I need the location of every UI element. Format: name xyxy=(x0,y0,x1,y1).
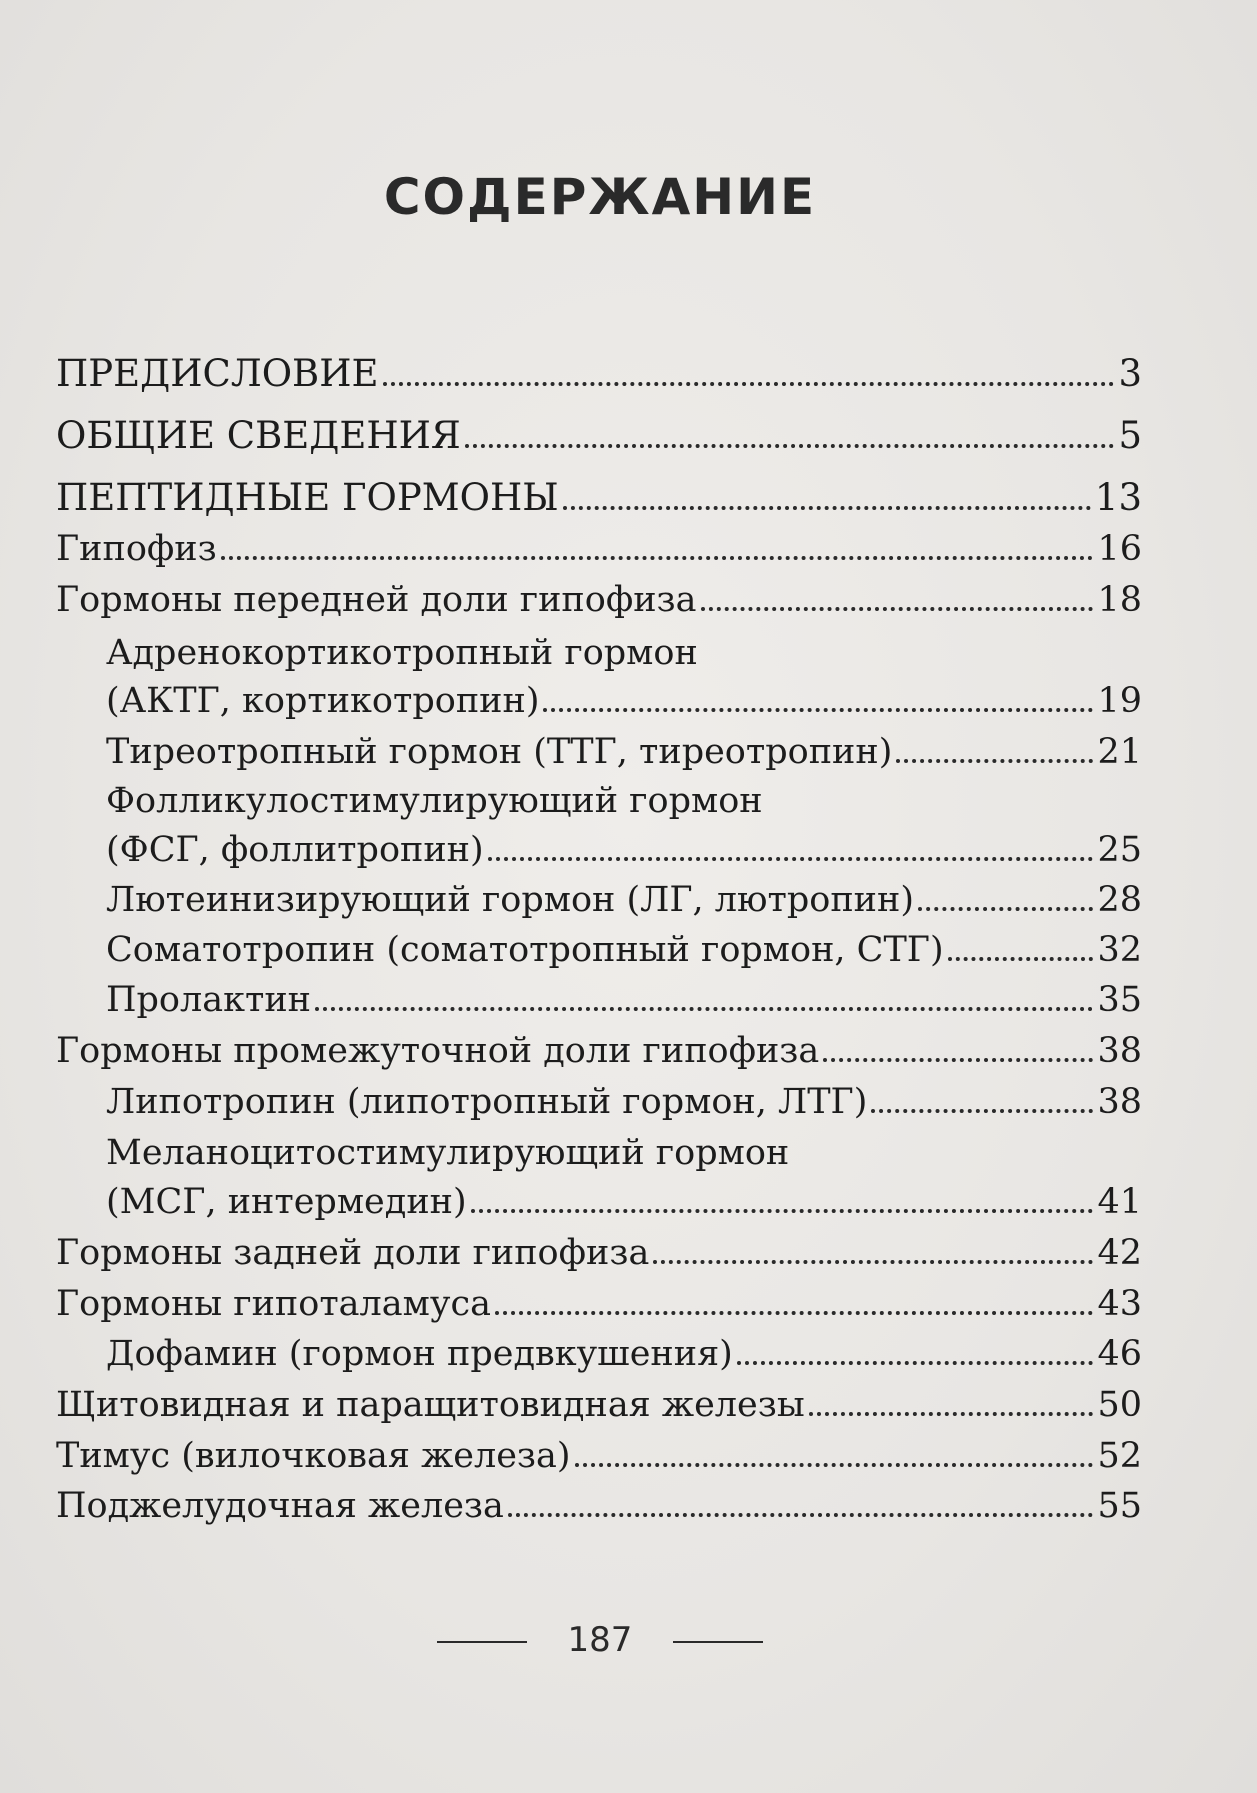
toc-page-number: 3 xyxy=(1118,352,1142,395)
toc-entry xyxy=(56,350,1142,398)
folio-number: 187 xyxy=(567,1620,633,1660)
toc-entry-label: ОБЩИЕ СВЕДЕНИЯ xyxy=(56,414,461,457)
dot-leader xyxy=(471,1209,1094,1213)
toc-entry xyxy=(56,1482,1142,1530)
toc-page-number: 16 xyxy=(1097,529,1142,569)
toc-entry xyxy=(106,677,1142,725)
toc-entry-first-line xyxy=(106,1129,1142,1177)
toc-page-number: 13 xyxy=(1094,476,1142,519)
toc-entry-label: Фолликулостимулирующий гормон xyxy=(106,781,763,821)
toc-entry-label: Тиреотропный гормон (ТТГ, тиреотропин) xyxy=(106,732,893,772)
toc-page-number: 42 xyxy=(1097,1233,1142,1273)
toc-page-number: 55 xyxy=(1097,1486,1142,1526)
toc-entry xyxy=(106,926,1142,974)
dot-leader xyxy=(823,1058,1093,1062)
dot-leader xyxy=(737,1361,1094,1365)
dot-leader xyxy=(701,607,1094,611)
toc-page-number: 41 xyxy=(1097,1182,1142,1222)
toc-entry xyxy=(106,876,1142,924)
toc-page-number: 5 xyxy=(1118,414,1142,457)
toc-entry-label: Поджелудочная железа xyxy=(56,1486,504,1526)
toc-entry-label: (АКТГ, кортикотропин) xyxy=(106,681,540,721)
toc-page-number: 50 xyxy=(1097,1385,1142,1425)
toc-page-number: 43 xyxy=(1097,1284,1142,1324)
toc-entry-label: Лютеинизирующий гормон (ЛГ, лютропин) xyxy=(106,880,914,920)
toc-entry xyxy=(106,1078,1142,1126)
toc-entry xyxy=(56,525,1142,573)
dot-leader xyxy=(221,556,1094,560)
toc-entry-label: (МСГ, интермедин) xyxy=(106,1182,467,1222)
toc-entry xyxy=(56,412,1142,460)
toc-entry-label: Гормоны передней доли гипофиза xyxy=(56,580,697,620)
dot-leader xyxy=(948,957,1094,961)
toc-page-number: 38 xyxy=(1097,1031,1142,1071)
toc-page-number: 32 xyxy=(1097,930,1142,970)
page-title: СОДЕРЖАНИЕ xyxy=(383,168,817,226)
toc-entry xyxy=(56,576,1142,624)
toc-entry-label: Дофамин (гормон предвкушения) xyxy=(106,1334,733,1374)
dot-leader xyxy=(488,857,1094,861)
dot-leader xyxy=(918,907,1093,911)
toc-entry xyxy=(56,1229,1142,1277)
page-number-footer xyxy=(0,1620,1200,1660)
toc-page-number: 46 xyxy=(1097,1334,1142,1374)
toc-page-number: 38 xyxy=(1097,1082,1142,1122)
dot-leader xyxy=(495,1311,1094,1315)
toc-entry xyxy=(106,728,1142,776)
toc-entry-first-line xyxy=(106,777,1142,825)
toc-entry-label: Щитовидная и паращитовидная железы xyxy=(56,1385,805,1425)
footer-rule-left xyxy=(437,1641,527,1643)
dot-leader xyxy=(563,506,1091,510)
toc-entry-label: (ФСГ, фоллитропин) xyxy=(106,830,484,870)
dot-leader xyxy=(465,444,1115,448)
dot-leader xyxy=(543,708,1093,712)
toc-page-number: 35 xyxy=(1097,980,1142,1020)
footer-rule-right xyxy=(673,1641,763,1643)
dot-leader xyxy=(653,1260,1093,1264)
toc-entry xyxy=(56,1381,1142,1429)
toc-entry-label: Гормоны гипоталамуса xyxy=(56,1284,491,1324)
toc-entry xyxy=(106,826,1142,874)
dot-leader xyxy=(575,1463,1094,1467)
toc-entry-label: Меланоцитостимулирующий гормон xyxy=(106,1133,790,1173)
toc-entry-label: Гормоны промежуточной доли гипофиза xyxy=(56,1031,820,1071)
dot-leader xyxy=(809,1412,1094,1416)
toc-page-number: 28 xyxy=(1097,880,1142,920)
dot-leader xyxy=(383,382,1115,386)
toc-page-number: 18 xyxy=(1097,580,1142,620)
toc-entry xyxy=(56,1280,1142,1328)
toc-entry xyxy=(106,1178,1142,1226)
toc-entry-label: Тимус (вилочковая железа) xyxy=(56,1436,571,1476)
toc-entry-label: ПЕПТИДНЫЕ ГОРМОНЫ xyxy=(56,476,559,519)
dot-leader xyxy=(508,1513,1094,1517)
dot-leader xyxy=(896,759,1093,763)
toc-entry-first-line xyxy=(106,629,1142,677)
toc-entry-label: Пролактин xyxy=(106,980,311,1020)
toc-entry xyxy=(106,1330,1142,1378)
toc-page-number: 52 xyxy=(1097,1436,1142,1476)
toc-entry xyxy=(56,474,1142,522)
toc-page-number: 19 xyxy=(1097,681,1142,721)
toc-entry xyxy=(56,1432,1142,1480)
toc-page-number: 25 xyxy=(1097,830,1142,870)
toc-page-number: 21 xyxy=(1097,732,1142,772)
toc-entry-label: Гормоны задней доли гипофиза xyxy=(56,1233,650,1273)
toc-entry-label: Липотропин (липотропный гормон, ЛТГ) xyxy=(106,1082,868,1122)
toc-entry-label: ПРЕДИСЛОВИЕ xyxy=(56,352,379,395)
dot-leader xyxy=(871,1109,1093,1113)
toc-entry-label: Адренокортикотропный гормон xyxy=(106,633,698,673)
toc-entry-label: Гипофиз xyxy=(56,529,217,569)
toc-entry xyxy=(106,976,1142,1024)
toc-entry-label: Соматотропин (соматотропный гормон, СТГ) xyxy=(106,930,944,970)
toc-entry xyxy=(56,1027,1142,1075)
dot-leader xyxy=(315,1007,1093,1011)
